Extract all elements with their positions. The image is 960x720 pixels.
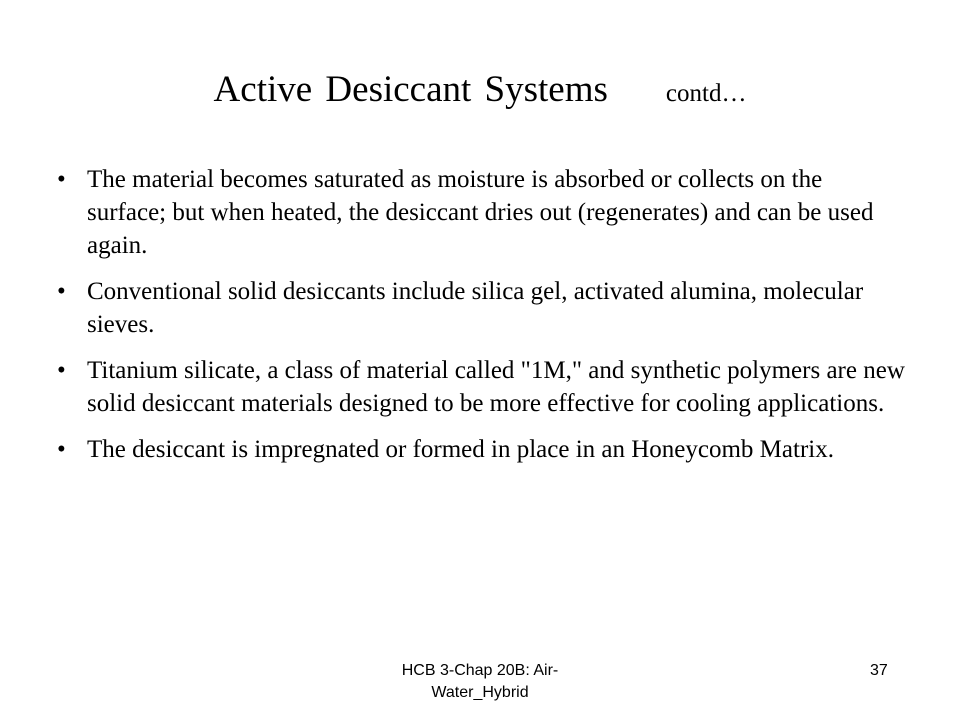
- page-number: 37: [870, 662, 888, 679]
- bullet-dot-icon: •: [57, 357, 66, 384]
- bullet-text: Titanium silicate, a class of material called "1M," and synthetic polymers are new solid desiccant materials designed to be more effective for cooling applications.: [87, 357, 905, 417]
- footer-title-line-1: HCB 3-Chap 20B: Air-: [401, 662, 559, 679]
- bullet-list: [57, 163, 907, 479]
- bullet-item: [57, 163, 907, 262]
- bullet-item: [57, 354, 907, 420]
- footer-title-line-2: Water_Hybrid: [431, 684, 529, 701]
- bullet-text: Conventional solid desiccants include silica gel, activated alumina, molecular sieves.: [87, 278, 864, 338]
- footer-title: [380, 660, 580, 704]
- title-contd-text: contd…: [665, 80, 747, 107]
- bullet-item: [57, 275, 907, 341]
- slide-title: [0, 68, 960, 111]
- bullet-item: [57, 433, 907, 466]
- bullet-dot-icon: •: [57, 436, 66, 463]
- bullet-dot-icon: •: [57, 278, 66, 305]
- bullet-text: The material becomes saturated as moisture is absorbed or collects on the surface; but when heated, the desiccant dries out (regenerates) and can be used again.: [87, 166, 874, 259]
- bullet-dot-icon: •: [57, 166, 66, 193]
- title-main-text: Active Desiccant Systems: [213, 69, 608, 110]
- bullet-text: The desiccant is impregnated or formed in place in an Honeycomb Matrix.: [87, 436, 834, 463]
